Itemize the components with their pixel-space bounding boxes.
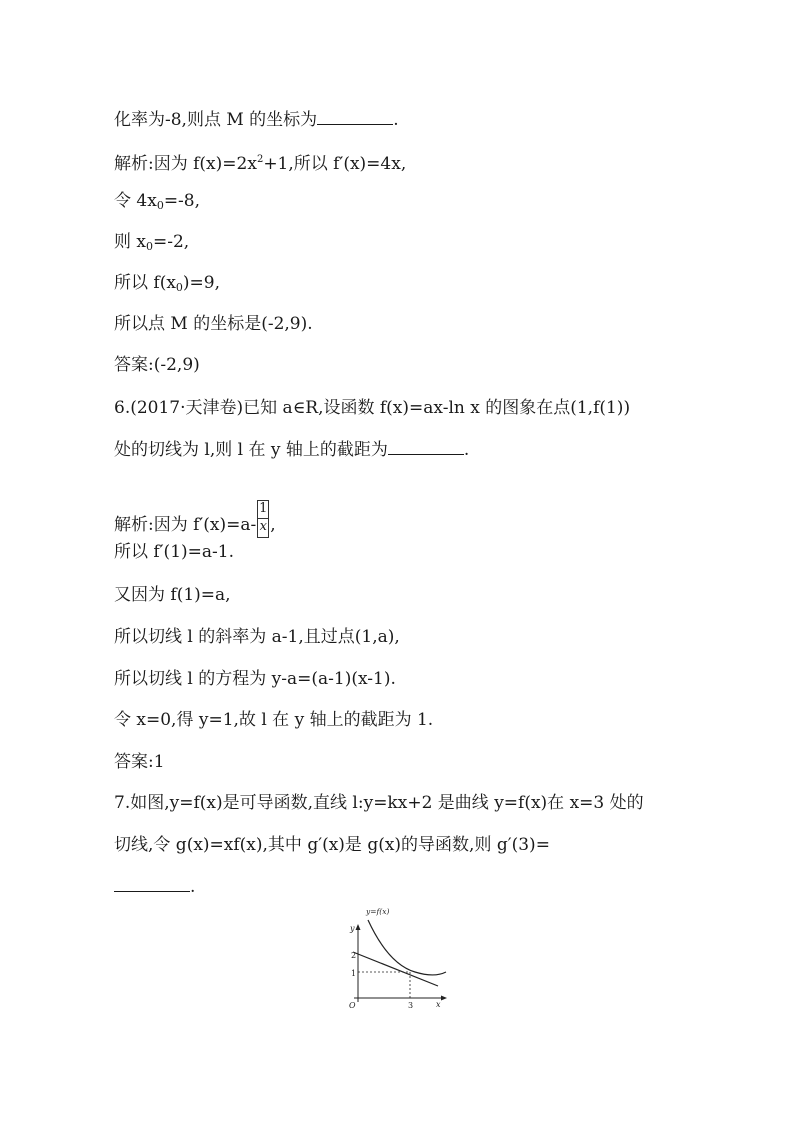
text-l10a: 解析:因为 f′(x)=a-	[114, 515, 257, 535]
fraction-denominator: x	[259, 519, 267, 534]
y-axis-label: y	[350, 924, 355, 933]
x-axis-arrow	[441, 996, 447, 1001]
question-7-line-1: 7.如图,y=f(x)是可导函数,直线 l:y=kx+2 是曲线 y=f(x)在 x=3 处的	[114, 793, 644, 813]
answer-blank	[388, 438, 464, 455]
x-axis-label: x	[436, 1000, 441, 1009]
text-line-10	[114, 500, 704, 538]
answer-line-1: 答案:(-2,9)	[114, 355, 200, 375]
function-figure	[340, 902, 452, 1016]
text-l9b: .	[463, 440, 470, 460]
subscript: 0	[156, 199, 164, 212]
curve-f	[368, 920, 446, 975]
text-line-15: 令 x=0,得 y=1,故 l 在 y 轴上的截距为 1.	[114, 710, 434, 730]
fraction-numerator: 1	[259, 501, 268, 516]
text-l5b: )=9,	[182, 273, 221, 293]
subscript: 0	[175, 281, 183, 294]
curve-label: y=f(x)	[366, 907, 390, 916]
y-tick-label-1: 1	[351, 969, 357, 978]
text-l1a: 化率为-8,则点 M 的坐标为	[114, 110, 318, 130]
fraction-1-over-x	[257, 500, 269, 538]
text-l3a: 令 4x	[114, 191, 157, 211]
text-l10b: ,	[270, 515, 276, 535]
text-l4b: =-2,	[153, 232, 190, 252]
tangent-line-l	[353, 952, 438, 986]
question-7-line-3	[114, 875, 704, 898]
x-tick-label-3: 3	[408, 1001, 414, 1010]
answer-blank	[317, 108, 393, 125]
text-line-12: 又因为 f(1)=a,	[114, 585, 231, 605]
y-tick-label-2: 2	[351, 951, 357, 960]
text-l19: .	[190, 877, 196, 897]
text-l2a: 解析:因为 f(x)=2x	[114, 154, 257, 174]
question-6-line-1: 6.(2017·天津卷)已知 a∈R,设函数 f(x)=ax-ln x 的图象在点(1,f(1))	[114, 398, 631, 418]
text-l9a: 处的切线为 l,则 l 在 y 轴上的截距为	[114, 440, 388, 460]
subscript: 0	[146, 240, 153, 253]
question-7-line-2: 切线,令 g(x)=xf(x),其中 g′(x)是 g(x)的导函数,则 g′(3)=	[114, 835, 550, 855]
text-l4a: 则 x	[114, 232, 146, 252]
question-6-line-2	[114, 438, 704, 461]
text-line-6: 所以点 M 的坐标是(-2,9).	[114, 314, 313, 334]
text-l3b: =-8,	[163, 191, 201, 211]
origin-label: O	[349, 1001, 356, 1010]
text-line-2	[114, 149, 704, 175]
text-line-5	[114, 272, 704, 299]
y-axis-arrow	[356, 924, 361, 930]
text-l5a: 所以 f(x	[114, 273, 176, 293]
text-line-11: 所以 f′(1)=a-1.	[114, 542, 234, 562]
text-line-4	[114, 231, 704, 258]
text-line-14: 所以切线 l 的方程为 y-a=(a-1)(x-1).	[114, 669, 396, 689]
text-line-13: 所以切线 l 的斜率为 a-1,且过点(1,a),	[114, 627, 400, 647]
text-line-3	[114, 190, 704, 217]
text-line-1	[114, 108, 704, 131]
superscript: 2	[256, 154, 264, 165]
text-l1b: .	[393, 110, 399, 130]
answer-line-2: 答案:1	[114, 752, 165, 772]
answer-blank	[114, 875, 190, 892]
text-l2b: +1,所以 f′(x)=4x,	[263, 154, 407, 174]
